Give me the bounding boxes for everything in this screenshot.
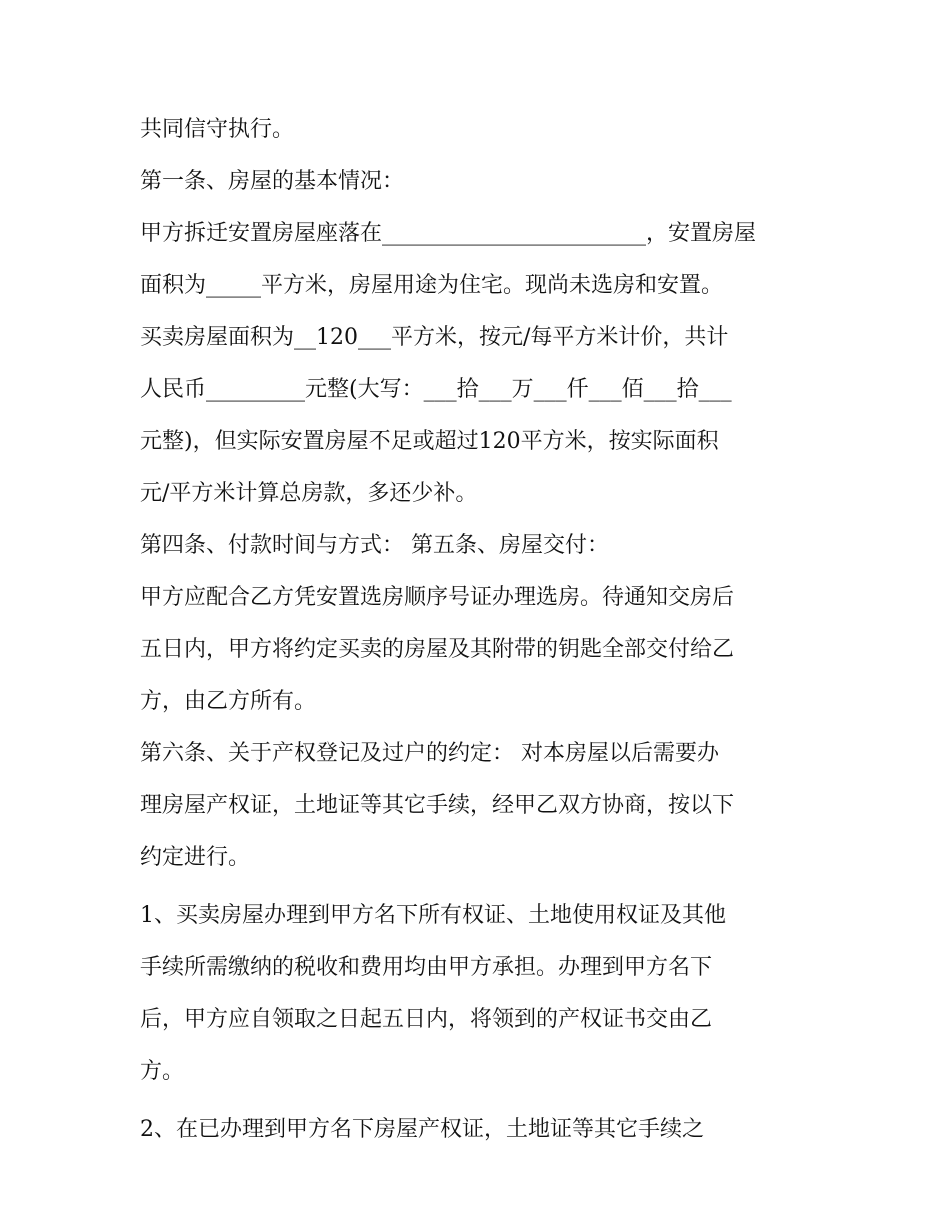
section-heading-article-6: 第六条、关于产权登记及过户的约定： 对本房屋以后需要办	[140, 741, 719, 766]
list-item-1: 1、买卖房屋办理到甲方名下所有权证、土地使用权证及其他	[140, 903, 726, 928]
text-line: 手续所需缴纳的税收和费用均由甲方承担。办理到甲方名下	[140, 955, 713, 980]
text-line: 面积为_____平方米，房屋用途为住宅。现尚未选房和安置。	[140, 273, 724, 298]
text-line: 甲方拆迁安置房屋座落在________________________，安置房屋	[140, 221, 757, 246]
text-line: 方，由乙方所有。	[140, 689, 317, 714]
text-line: 买卖房屋面积为__120___平方米，按元/每平方米计价，共计	[140, 325, 729, 350]
list-item-2: 2、在已办理到甲方名下房屋产权证，土地证等其它手续之	[140, 1117, 704, 1142]
section-heading-article-4-5: 第四条、付款时间与方式： 第五条、房屋交付：	[140, 533, 609, 558]
text-line: 约定进行。	[140, 845, 251, 870]
text-line: 人民币_________元整(大写：___拾___万___仟___佰___拾___	[140, 377, 732, 402]
text-line: 五日内，甲方将约定买卖的房屋及其附带的钥匙全部交付给乙	[140, 637, 735, 662]
text-line: 后，甲方应自领取之日起五日内，将领到的产权证书交由乙	[140, 1007, 713, 1032]
text-line: 元/平方米计算总房款，多还少补。	[140, 481, 478, 506]
text-line: 共同信守执行。	[140, 117, 295, 142]
text-line: 元整)，但实际安置房屋不足或超过120平方米，按实际面积	[140, 429, 719, 454]
text-line: 方。	[140, 1059, 185, 1084]
text-line: 甲方应配合乙方凭安置选房顺序号证办理选房。待通知交房后	[140, 585, 735, 610]
document-body	[140, 104, 830, 1156]
section-heading-article-1: 第一条、房屋的基本情况：	[140, 169, 405, 194]
text-line: 理房屋产权证，土地证等其它手续，经甲乙双方协商，按以下	[140, 793, 735, 818]
